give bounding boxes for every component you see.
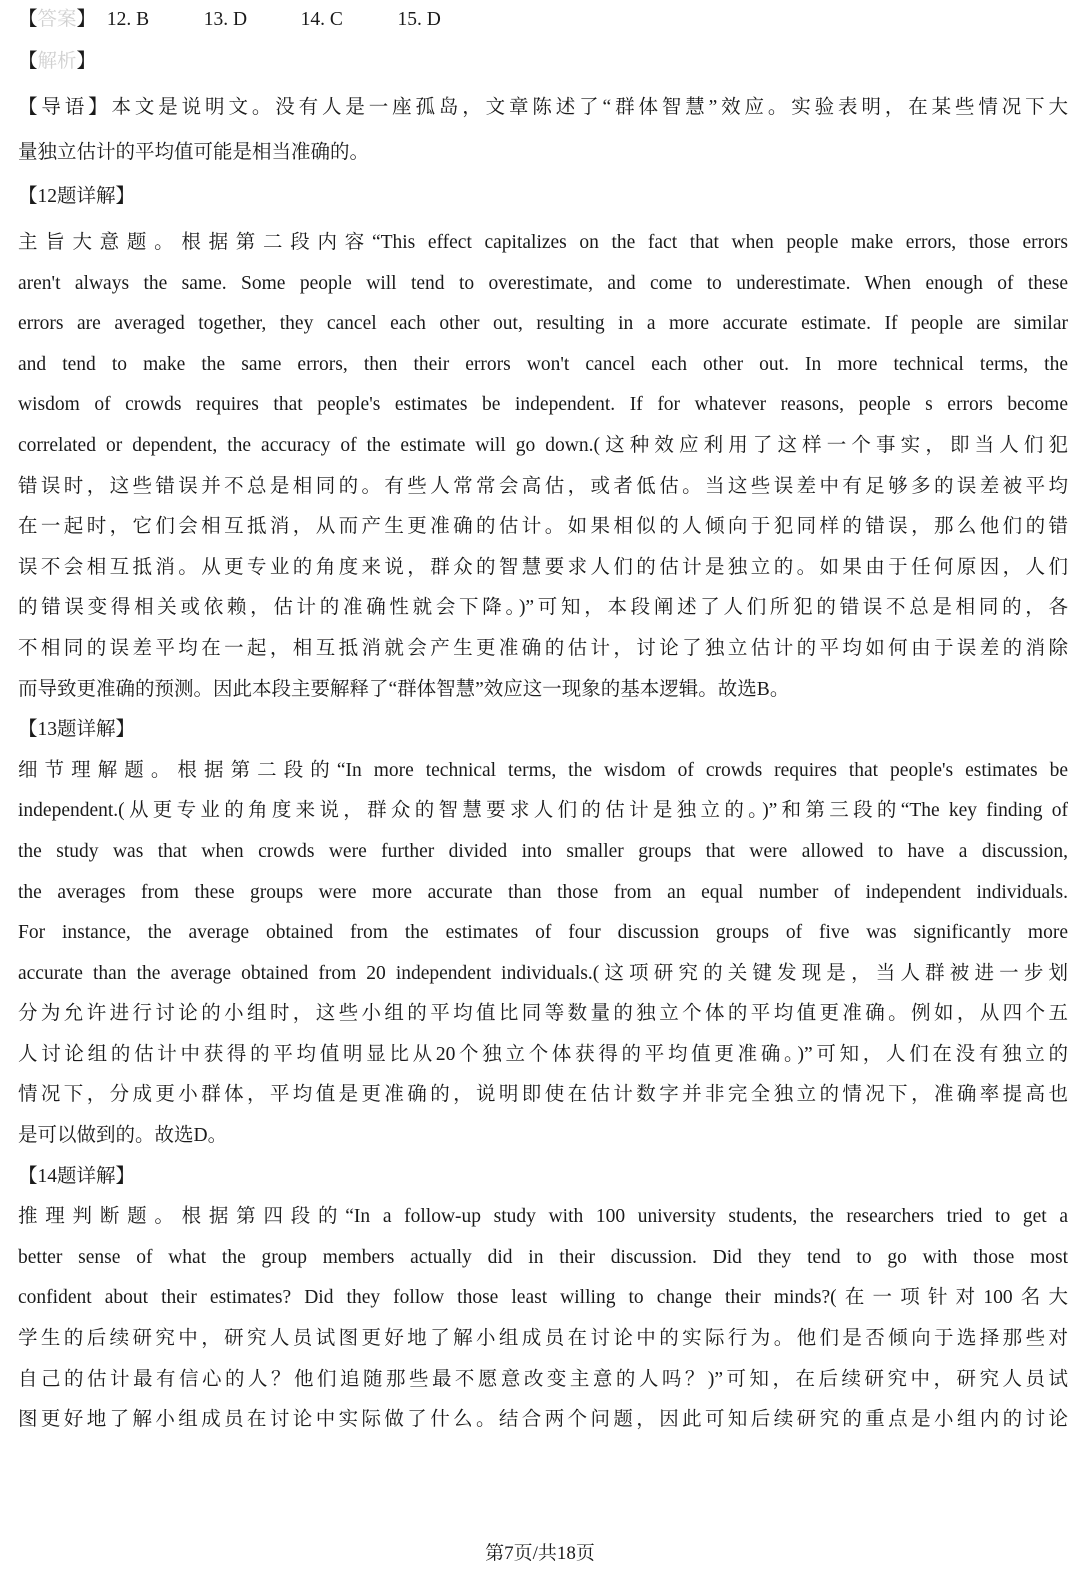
answer-label: 答案 xyxy=(37,9,77,30)
text-line: 推理判断题。根据第四段的“In a follow-up study with 100 university students, the researchers tried to get a xyxy=(18,1206,1068,1228)
text-line: the averages from these groups were more accurate than those from an equal number of independent individuals. xyxy=(18,881,1068,903)
explanation-body xyxy=(0,223,1080,1441)
answer-15: 15. D xyxy=(397,9,441,30)
answer-14: 14. C xyxy=(300,9,343,30)
answer-12: 12. B xyxy=(106,9,150,30)
text-line: wisdom of crowds requires that people's estimates be independent. If for whatever reasons, people s errors become xyxy=(18,394,1068,416)
text-line: 人讨论组的估计中获得的平均值明显比从20个独立个体获得的平均值更准确。)”可知，人们在没有独立的 xyxy=(18,1043,1068,1065)
section-heading: 【13题详解】 xyxy=(18,719,136,741)
text-line: 在一起时，它们会相互抵消，从而产生更准确的估计。如果相似的人倾向于犯同样的错误，那么他们的错 xyxy=(18,516,1068,538)
text-line: 分为允许进行讨论的小组时，这些小组的平均值比同等数量的独立个体的平均值更准确。例如，从四个五 xyxy=(18,1003,1068,1025)
intro-line: 【导语】本文是说明文。没有人是一座孤岛，文章陈述了“群体智慧”效应。实验表明，在某些情况下大 xyxy=(18,97,1068,118)
analysis-label-open: 【 xyxy=(18,51,38,72)
text-line: 是可以做到的。故选D。 xyxy=(18,1125,228,1147)
text-line: 而导致更准确的预测。因此本段主要解释了“群体智慧”效应这一现象的基本逻辑。故选B。 xyxy=(18,678,790,700)
text-line: 自己的估计最有信心的人？他们追随那些最不愿意改变主意的人吗？)”可知，在后续研究中，研究人员试 xyxy=(18,1368,1068,1390)
intro-line: 量独立估计的平均值可能是相当准确的。 xyxy=(18,142,370,163)
text-line: 错误时，这些错误并不总是相同的。有些人常常会高估，或者低估。当这些误差中有足够多的误差被平均 xyxy=(18,475,1068,497)
text-line: and tend to make the same errors, then their errors won't cancel each other out. In more technical terms, the xyxy=(18,353,1068,375)
answer-label-open: 【 xyxy=(18,9,38,30)
answer-line xyxy=(18,0,1068,40)
text-line: accurate than the average obtained from 20 independent individuals.(这项研究的关键发现是，当人群被进一步划 xyxy=(18,962,1068,984)
answer-13: 13. D xyxy=(203,9,248,30)
text-line: 细节理解题。根据第二段的“In more technical terms, the wisdom of crowds requires that people's estimates be xyxy=(18,759,1068,781)
analysis-label-text: 解析 xyxy=(37,51,77,72)
text-line: For instance, the average obtained from the estimates of four discussion groups of five was significantly more xyxy=(18,922,1068,944)
text-line: aren't always the same. Some people will tend to overestimate, and come to underestimate. When enough of these xyxy=(18,272,1068,294)
text-line: 学生的后续研究中，研究人员试图更好地了解小组成员在讨论中的实际行为。他们是否倾向于选择那些对 xyxy=(18,1328,1068,1350)
text-line: 情况下，分成更小群体，平均值是更准确的，说明即使在估计数字并非完全独立的情况下，准确率提高也 xyxy=(18,1084,1068,1106)
page-number: 第7页/共18页 xyxy=(485,1543,595,1564)
text-line: independent.(从更专业的角度来说，群众的智慧要求人们的估计是独立的。)”和第三段的“The key finding of xyxy=(18,800,1068,822)
text-line: 主旨大意题。根据第二段内容“This effect capitalizes on the fact that when people make errors, those errors xyxy=(18,232,1068,253)
text-line: better sense of what the group members actually did in their discussion. Did they tend to go with those most xyxy=(18,1246,1068,1268)
text-line: 不相同的误差平均在一起，相互抵消就会产生更准确的估计，讨论了独立估计的平均如何由于误差的消除 xyxy=(18,637,1068,659)
text-line: 误不会相互抵消。从更专业的角度来说，群众的智慧要求人们的估计是独立的。如果由于任何原因，人们 xyxy=(18,556,1068,578)
text-line: 图更好地了解小组成员在讨论中实际做了什么。结合两个问题，因此可知后续研究的重点是小组内的讨论 xyxy=(18,1409,1068,1431)
text-line: confident about their estimates? Did they follow those least willing to change their minds?(在一项针对100名大 xyxy=(18,1287,1068,1309)
answer-label-close: 】 xyxy=(76,9,97,30)
analysis-label xyxy=(18,42,1068,82)
text-line: the study was that when crowds were further divided into smaller groups that were allowed to have a discussion, xyxy=(18,840,1068,862)
text-line: errors are averaged together, they cancel each other out, resulting in a more accurate estimate. If people are similar xyxy=(18,313,1068,335)
q12-heading: 【12题详解】 xyxy=(18,186,136,207)
text-line: 的错误变得相关或依赖，估计的准确性就会下降。)”可知，本段阐述了人们所犯的错误不总是相同的，各 xyxy=(18,597,1068,619)
analysis-label-close: 】 xyxy=(76,51,97,72)
section-heading: 【14题详解】 xyxy=(18,1165,136,1187)
text-line: correlated or dependent, the accuracy of the estimate will go down.(这种效应利用了这样一个事实，即当人们犯 xyxy=(18,434,1068,456)
